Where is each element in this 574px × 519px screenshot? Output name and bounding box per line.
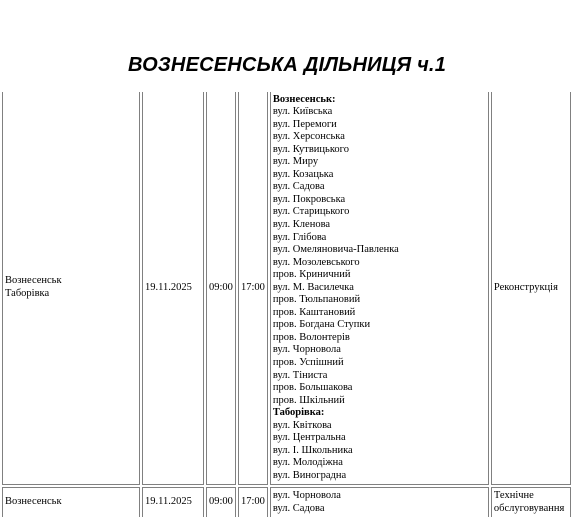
start-time-cell: 09:00 — [206, 487, 236, 517]
street-item: вул. Глібова — [272, 231, 327, 243]
street-item: пров. Тюльпановий — [272, 294, 361, 306]
street-item: вул. Виноградна — [272, 469, 347, 481]
street-item: вул. Садова — [272, 181, 325, 193]
settlement-heading: Таборівка: — [272, 407, 325, 419]
end-time-cell: 17:00 — [238, 92, 268, 485]
date-cell: 19.11.2025 — [142, 92, 204, 485]
street-item: вул. Херсонська — [272, 131, 345, 143]
street-item: вул. Омеляновича-Павленка — [272, 244, 399, 256]
street-item: вул. Миру — [272, 156, 319, 168]
settlement-name: Вознесенськ — [5, 275, 62, 287]
addresses-cell — [270, 92, 489, 485]
settlement-name: Таборівка — [5, 288, 50, 299]
addresses-cell — [270, 487, 489, 517]
street-item: вул. І. Школьника — [272, 444, 353, 456]
street-item: вул. Центральна — [272, 432, 346, 444]
street-item: вул. Молодіжна — [272, 457, 343, 469]
table-row — [2, 487, 571, 517]
street-item: вул. М. Василечка — [272, 281, 354, 293]
street-item: вул. Чорновола — [272, 489, 341, 501]
reason-cell: Реконструкція — [491, 92, 571, 485]
settlement-cell: Вознесенськ — [2, 487, 140, 517]
street-item: пров. Волонтерів — [272, 331, 350, 343]
reason-text: Технічне — [493, 489, 534, 501]
street-item: вул. Кутвицького — [272, 143, 349, 155]
street-item: пров. Криничний — [272, 269, 351, 281]
settlement-cell — [2, 92, 140, 485]
street-item: пров. Шкільний — [272, 394, 345, 406]
page-title: ВОЗНЕСЕНСЬКА ДІЛЬНИЦЯ ч.1 — [127, 54, 447, 76]
date-cell: 19.11.2025 — [142, 487, 204, 517]
street-item: вул. Покровська — [272, 193, 346, 205]
street-item: вул. Перемоги — [272, 118, 337, 130]
street-item: вул. Київська — [272, 106, 333, 118]
start-time-cell: 09:00 — [206, 92, 236, 485]
street-item: пров. Успішний — [272, 357, 344, 368]
street-item: вул. Козацька — [272, 168, 334, 180]
end-time-cell: 17:00 — [238, 487, 268, 517]
street-item: пров. Богдана Ступки — [272, 319, 371, 331]
outage-schedule-table — [0, 90, 573, 519]
reason-cell — [491, 487, 571, 517]
street-item: пров. Каштановий — [272, 306, 356, 318]
table-row — [2, 92, 571, 485]
settlement-heading: Вознесенськ: — [272, 93, 336, 105]
street-item: вул. Кленова — [272, 218, 331, 230]
street-item: вул. Тіниста — [272, 369, 328, 381]
street-item: вул. Квіткова — [272, 419, 332, 431]
street-item: вул. Чорновола — [272, 344, 341, 356]
street-item: вул. Садова — [272, 502, 325, 514]
street-item: пров. Большакова — [272, 382, 353, 394]
reason-text: обслуговування — [493, 502, 565, 514]
street-item: вул. Мозолевського — [272, 256, 360, 268]
street-item: вул. Старицького — [272, 206, 350, 218]
